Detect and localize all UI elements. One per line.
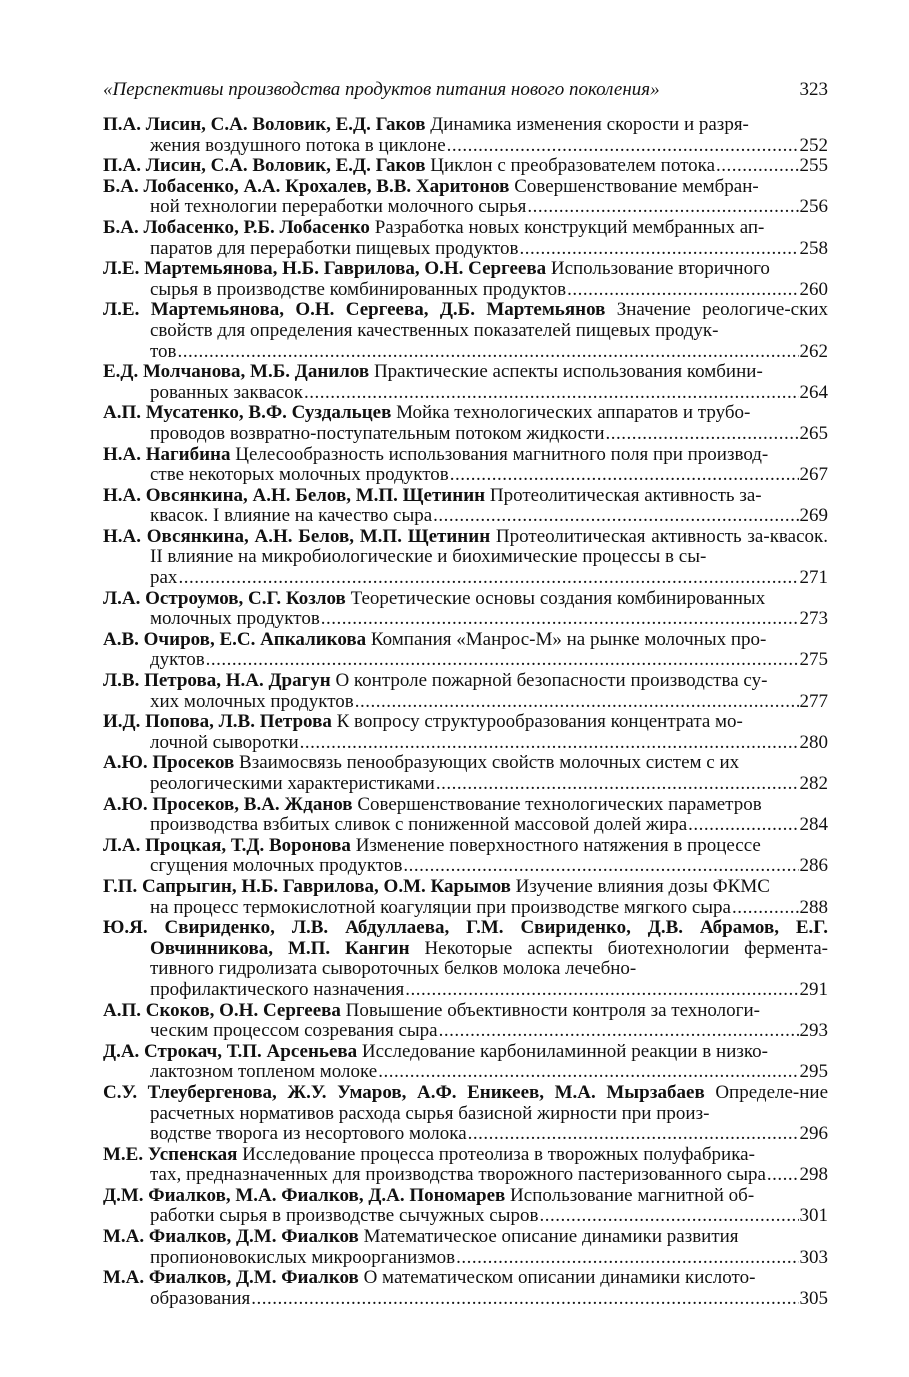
toc-entry-tail: [103, 1248, 828, 1269]
entry-title-end: молочных продуктов: [150, 608, 320, 630]
entry-page-number: 275: [799, 649, 828, 671]
entry-authors: А.П. Скоков, О.Н. Сергеева: [103, 999, 341, 1021]
entry-title-start: Изменение поверхностного натяжения в процессе: [355, 834, 761, 856]
entry-title-start: Некоторые аспекты биотехнологии фермента-тивного гидролизата сывороточных белков молока лечебно-: [150, 937, 829, 980]
toc-entry: [103, 1083, 828, 1124]
entry-page-number: 277: [799, 690, 828, 712]
toc-entry-tail: [103, 774, 828, 795]
toc-entry: [103, 300, 828, 341]
toc-entry-tail: [103, 733, 828, 754]
dot-leader: [304, 383, 799, 404]
entry-authors: Д.А. Строкач, Т.П. Арсеньева: [103, 1040, 358, 1062]
toc-entry-tail: [103, 383, 828, 404]
entry-authors: М.Е. Успенская: [103, 1143, 238, 1165]
toc-entry: [103, 445, 828, 466]
entry-page-number: 305: [799, 1287, 828, 1309]
entry-title-end: квасок. I влияние на качество сыра: [150, 505, 433, 527]
entry-title-end: тов: [150, 340, 177, 362]
toc-entry: [103, 1042, 828, 1063]
toc-entry: [103, 1186, 828, 1207]
dot-leader: [606, 424, 799, 445]
entry-title-end: водстве творога из несортового молока: [150, 1123, 467, 1145]
entry-authors: Е.Д. Молчанова, М.Б. Данилов: [103, 361, 370, 383]
entry-authors: Л.В. Петрова, Н.А. Драгун: [103, 670, 331, 692]
dot-leader: [456, 1248, 798, 1269]
entry-page-number: 260: [799, 278, 828, 300]
entry-authors: Б.А. Лобасенко, Р.Б. Лобасенко: [103, 216, 370, 238]
dot-leader: [378, 1062, 798, 1083]
entry-title-end: работки сырья в производстве сычужных сыров: [150, 1205, 539, 1227]
entry-title-start: Теоретические основы создания комбинированных: [350, 587, 766, 609]
entry-title-end: ной технологии переработки молочного сырья: [150, 196, 527, 218]
toc-entry-tail: [103, 342, 828, 363]
entry-title-start: Взаимосвязь пенообразующих свойств молочных систем с их: [239, 752, 740, 774]
toc-entry-tail: [103, 136, 828, 157]
entry-page-number: 286: [799, 855, 828, 877]
entry-title-end: на процесс термокислотной коагуляции при производстве мягкого сыра: [150, 896, 731, 918]
entry-title-start: Разработка новых конструкций мембранных ап-: [374, 216, 765, 238]
dot-leader: [178, 568, 798, 589]
entry-page-number: 273: [799, 608, 828, 630]
entry-title-end: рах: [150, 567, 178, 589]
running-header: [103, 78, 828, 102]
dot-leader: [447, 136, 799, 157]
toc-entry: [103, 1268, 828, 1289]
toc-entry-tail: [103, 465, 828, 486]
toc-entry-tail: [103, 980, 828, 1001]
toc-entry-tail: [103, 1062, 828, 1083]
entry-authors: А.В. Очиров, Е.С. Апкаликова: [103, 628, 367, 650]
toc-entry: [103, 918, 828, 980]
dot-leader: [355, 692, 799, 713]
entry-title-start: Совершенствование мембран-: [514, 175, 759, 197]
entry-page-number: 264: [799, 381, 828, 403]
entry-authors: А.П. Мусатенко, В.Ф. Суздальцев: [103, 402, 392, 424]
entry-page-number: 280: [799, 731, 828, 753]
entry-authors: Б.А. Лобасенко, А.А. Крохалев, В.В. Харитонов: [103, 175, 510, 197]
entry-title-start: О математическом описании динамики кислото-: [363, 1267, 756, 1289]
entry-title-start: Исследование процесса протеолиза в творожных полуфабрика-: [242, 1143, 755, 1165]
entry-authors: Д.М. Фиалков, М.А. Фиалков, Д.А. Пономарев: [103, 1184, 506, 1206]
entry-page-number: 271: [799, 567, 828, 589]
entry-authors: Л.Е. Мартемьянова, Н.Б. Гаврилова, О.Н. Сергеева: [103, 258, 547, 280]
toc-entry-tail: [103, 1289, 828, 1310]
entry-title-start: Мойка технологических аппаратов и трубо-: [396, 402, 751, 424]
toc-entry: [103, 218, 828, 239]
header-title: «Перспективы производства продуктов питания нового поколения»: [103, 79, 660, 100]
entry-authors: А.Ю. Просеков, В.А. Жданов: [103, 793, 353, 815]
entry-page-number: 295: [799, 1061, 828, 1083]
entry-page-number: 262: [799, 340, 828, 362]
toc-entry: [103, 403, 828, 424]
entry-title-start: Математическое описание динамики развития: [363, 1226, 739, 1248]
entry-authors: Л.А. Процкая, Т.Д. Воронова: [103, 834, 351, 856]
entry-page-number: 282: [799, 773, 828, 794]
toc-entry: [103, 1145, 828, 1166]
entry-title-end: лочной сыворотки: [150, 731, 299, 753]
toc-entry: [103, 259, 828, 280]
entry-title-start: Совершенствование технологических параметров: [357, 793, 762, 815]
dot-leader: [716, 156, 798, 177]
toc-entry: [103, 156, 828, 177]
entry-page-number: 298: [799, 1164, 828, 1186]
toc-entry-tail: [103, 650, 828, 671]
toc-entry: [103, 589, 828, 610]
entry-authors: Л.А. Остроумов, С.Г. Козлов: [103, 587, 346, 609]
toc-entry: [103, 362, 828, 383]
dot-leader: [300, 733, 799, 754]
entry-title-start: Повышение объективности контроля за технологи-: [345, 999, 760, 1021]
entry-page-number: 301: [799, 1205, 828, 1227]
entry-title-end: Циклон с преобразователем потока: [430, 155, 716, 177]
toc-entry: [103, 712, 828, 733]
toc-entry: [103, 630, 828, 651]
dot-leader: [433, 506, 798, 527]
toc-entry-tail: [103, 1124, 828, 1145]
entry-title-start: Динамика изменения скорости и разря-: [430, 114, 749, 135]
entry-title-start: Значение реологиче-ских свойств для определения качественных показателей пищевых продук-: [150, 299, 828, 341]
entry-authors: И.Д. Попова, Л.В. Петрова: [103, 711, 332, 733]
entry-title-end: проводов возвратно-поступательным потоком жидкости: [150, 422, 605, 444]
entry-title-start: Использование магнитной об-: [510, 1184, 755, 1206]
entry-authors: Л.Е. Мартемьянова, О.Н. Сергеева, Д.Б. Мартемьянов: [103, 299, 606, 321]
entry-title-end: ческим процессом созревания сыра: [150, 1020, 438, 1042]
toc-entry: [103, 836, 828, 857]
entry-title-start: Практические аспекты использования комбини-: [373, 361, 763, 383]
entry-page-number: 267: [799, 464, 828, 486]
toc-entry-tail: [103, 1206, 828, 1227]
entry-page-number: 252: [799, 134, 828, 156]
entry-authors: С.У. Тлеубергенова, Ж.У. Умаров, А.Ф. Еникеев, М.А. Мырзабаев: [103, 1081, 705, 1103]
entry-title-start: Компания «Манрос-М» на рынке молочных про-: [370, 628, 767, 650]
entry-authors: Н.А. Нагибина: [103, 443, 231, 465]
dot-leader: [321, 609, 799, 630]
dot-leader: [688, 815, 798, 836]
toc-entry-tail: [103, 197, 828, 218]
toc-entry-tail: [103, 856, 828, 877]
toc-entry: [103, 795, 828, 816]
entry-title-end: сгущения молочных продуктов: [150, 855, 403, 877]
entry-authors: П.А. Лисин, С.А. Воловик, Е.Д. Гаков: [103, 114, 426, 135]
entry-title-end: хих молочных продуктов: [150, 690, 354, 712]
toc-entry-tail: [103, 898, 828, 919]
entry-page-number: 291: [799, 978, 828, 1000]
toc-entry-tail: [103, 506, 828, 527]
entry-title-start: Определе-ние расчетных нормативов расхода сырья базисной жирности при произ-: [150, 1081, 829, 1124]
entry-page-number: 288: [799, 896, 828, 918]
entry-title-end: образования: [150, 1287, 251, 1309]
entry-title-end: дуктов: [150, 649, 205, 671]
dot-leader: [439, 1021, 799, 1042]
page-number: 323: [799, 79, 828, 100]
entry-page-number: 265: [799, 422, 828, 444]
toc-entry: [103, 486, 828, 507]
entry-authors: Г.П. Сапрыгин, Н.Б. Гаврилова, О.М. Карымов: [103, 875, 511, 897]
entry-title-start: К вопросу структурообразования концентрата мо-: [336, 711, 743, 733]
dot-leader: [468, 1124, 799, 1145]
entry-page-number: 303: [799, 1246, 828, 1268]
toc-entry-tail: [103, 609, 828, 630]
dot-leader: [732, 898, 799, 919]
entry-title-start: Использование вторичного: [550, 258, 770, 280]
entry-authors: Н.А. Овсянкина, А.Н. Белов, М.П. Щетинин: [103, 484, 486, 506]
toc-entry: [103, 115, 828, 136]
dot-leader: [519, 239, 798, 260]
toc-entry: [103, 527, 828, 568]
entry-title-end: реологическими характеристиками: [150, 773, 435, 794]
entry-title-end: тах, предназначенных для производства творожного пастеризованного сыра: [150, 1164, 766, 1186]
entry-page-number: 256: [799, 196, 828, 218]
table-of-contents: [103, 115, 828, 1309]
entry-title-end: рованных заквасок: [150, 381, 303, 403]
toc-entry-tail: [103, 568, 828, 589]
toc-entry-tail: [103, 1165, 828, 1186]
entry-page-number: 293: [799, 1020, 828, 1042]
dot-leader: [767, 1165, 799, 1186]
dot-leader: [527, 197, 798, 218]
dot-leader: [403, 856, 798, 877]
entry-authors: Н.А. Овсянкина, А.Н. Белов, М.П. Щетинин: [103, 525, 491, 547]
entry-authors: П.А. Лисин, С.А. Воловик, Е.Д. Гаков: [103, 155, 426, 177]
entry-title-start: Изучение влияния дозы ФКМС: [515, 875, 770, 897]
entry-title-end: жения воздушного потока в циклоне: [150, 134, 446, 156]
entry-title-end: профилактического назначения: [150, 978, 405, 1000]
entry-title-start: Целесообразность использования магнитного поля при производ-: [235, 443, 769, 465]
toc-entry-tail: [103, 239, 828, 260]
entry-title-start: Протеолитическая активность за-квасок. II влияние на микробиологические и биохимические процессы в сы-: [150, 525, 828, 568]
entry-authors: М.А. Фиалков, Д.М. Фиалков: [103, 1226, 359, 1248]
toc-entry-tail: [103, 815, 828, 836]
entry-page-number: 255: [799, 155, 828, 177]
entry-page-number: 269: [799, 505, 828, 527]
toc-entry: [103, 671, 828, 692]
entry-authors: М.А. Фиалков, Д.М. Фиалков: [103, 1267, 359, 1289]
toc-entry-tail: [103, 424, 828, 445]
entry-title-end: пропионовокислых микроорганизмов: [150, 1246, 456, 1268]
toc-entry: [103, 753, 828, 774]
entry-authors: А.Ю. Просеков: [103, 752, 235, 774]
toc-entry-tail: [103, 280, 828, 301]
dot-leader: [251, 1289, 798, 1310]
dot-leader: [178, 342, 799, 363]
entry-title-start: Протеолитическая активность за-: [489, 484, 762, 506]
entry-title-end: лактозном топленом молоке: [150, 1061, 378, 1083]
dot-leader: [405, 980, 798, 1001]
entry-page-number: 284: [799, 814, 828, 836]
toc-entry: [103, 1227, 828, 1248]
entry-title-start: Исследование карбониламинной реакции в низко-: [361, 1040, 768, 1062]
dot-leader: [567, 280, 798, 301]
toc-entry: [103, 877, 828, 898]
entry-title-end: производства взбитых сливок с пониженной массовой долей жира: [150, 814, 688, 836]
entry-authors: Ю.Я. Свириденко, Л.В. Абдуллаева, Г.М. Свириденко, Д.В. Абрамов, Е.Г. Овчинникова, М.П. Кангин: [103, 917, 828, 959]
dot-leader: [436, 774, 799, 795]
entry-title-end: паратов для переработки пищевых продуктов: [150, 237, 519, 259]
toc-entry-tail: [103, 692, 828, 713]
dot-leader: [450, 465, 799, 486]
toc-entry: [103, 177, 828, 198]
dot-leader: [539, 1206, 798, 1227]
entry-page-number: 258: [799, 237, 828, 259]
entry-title-end: сырья в производстве комбинированных продуктов: [150, 278, 567, 300]
toc-entry: [103, 1001, 828, 1022]
entry-title-end: стве некоторых молочных продуктов: [150, 464, 449, 486]
entry-title-start: О контроле пожарной безопасности производства су-: [335, 670, 768, 692]
toc-entry-tail: [103, 1021, 828, 1042]
dot-leader: [206, 650, 799, 671]
entry-page-number: 296: [799, 1123, 828, 1145]
